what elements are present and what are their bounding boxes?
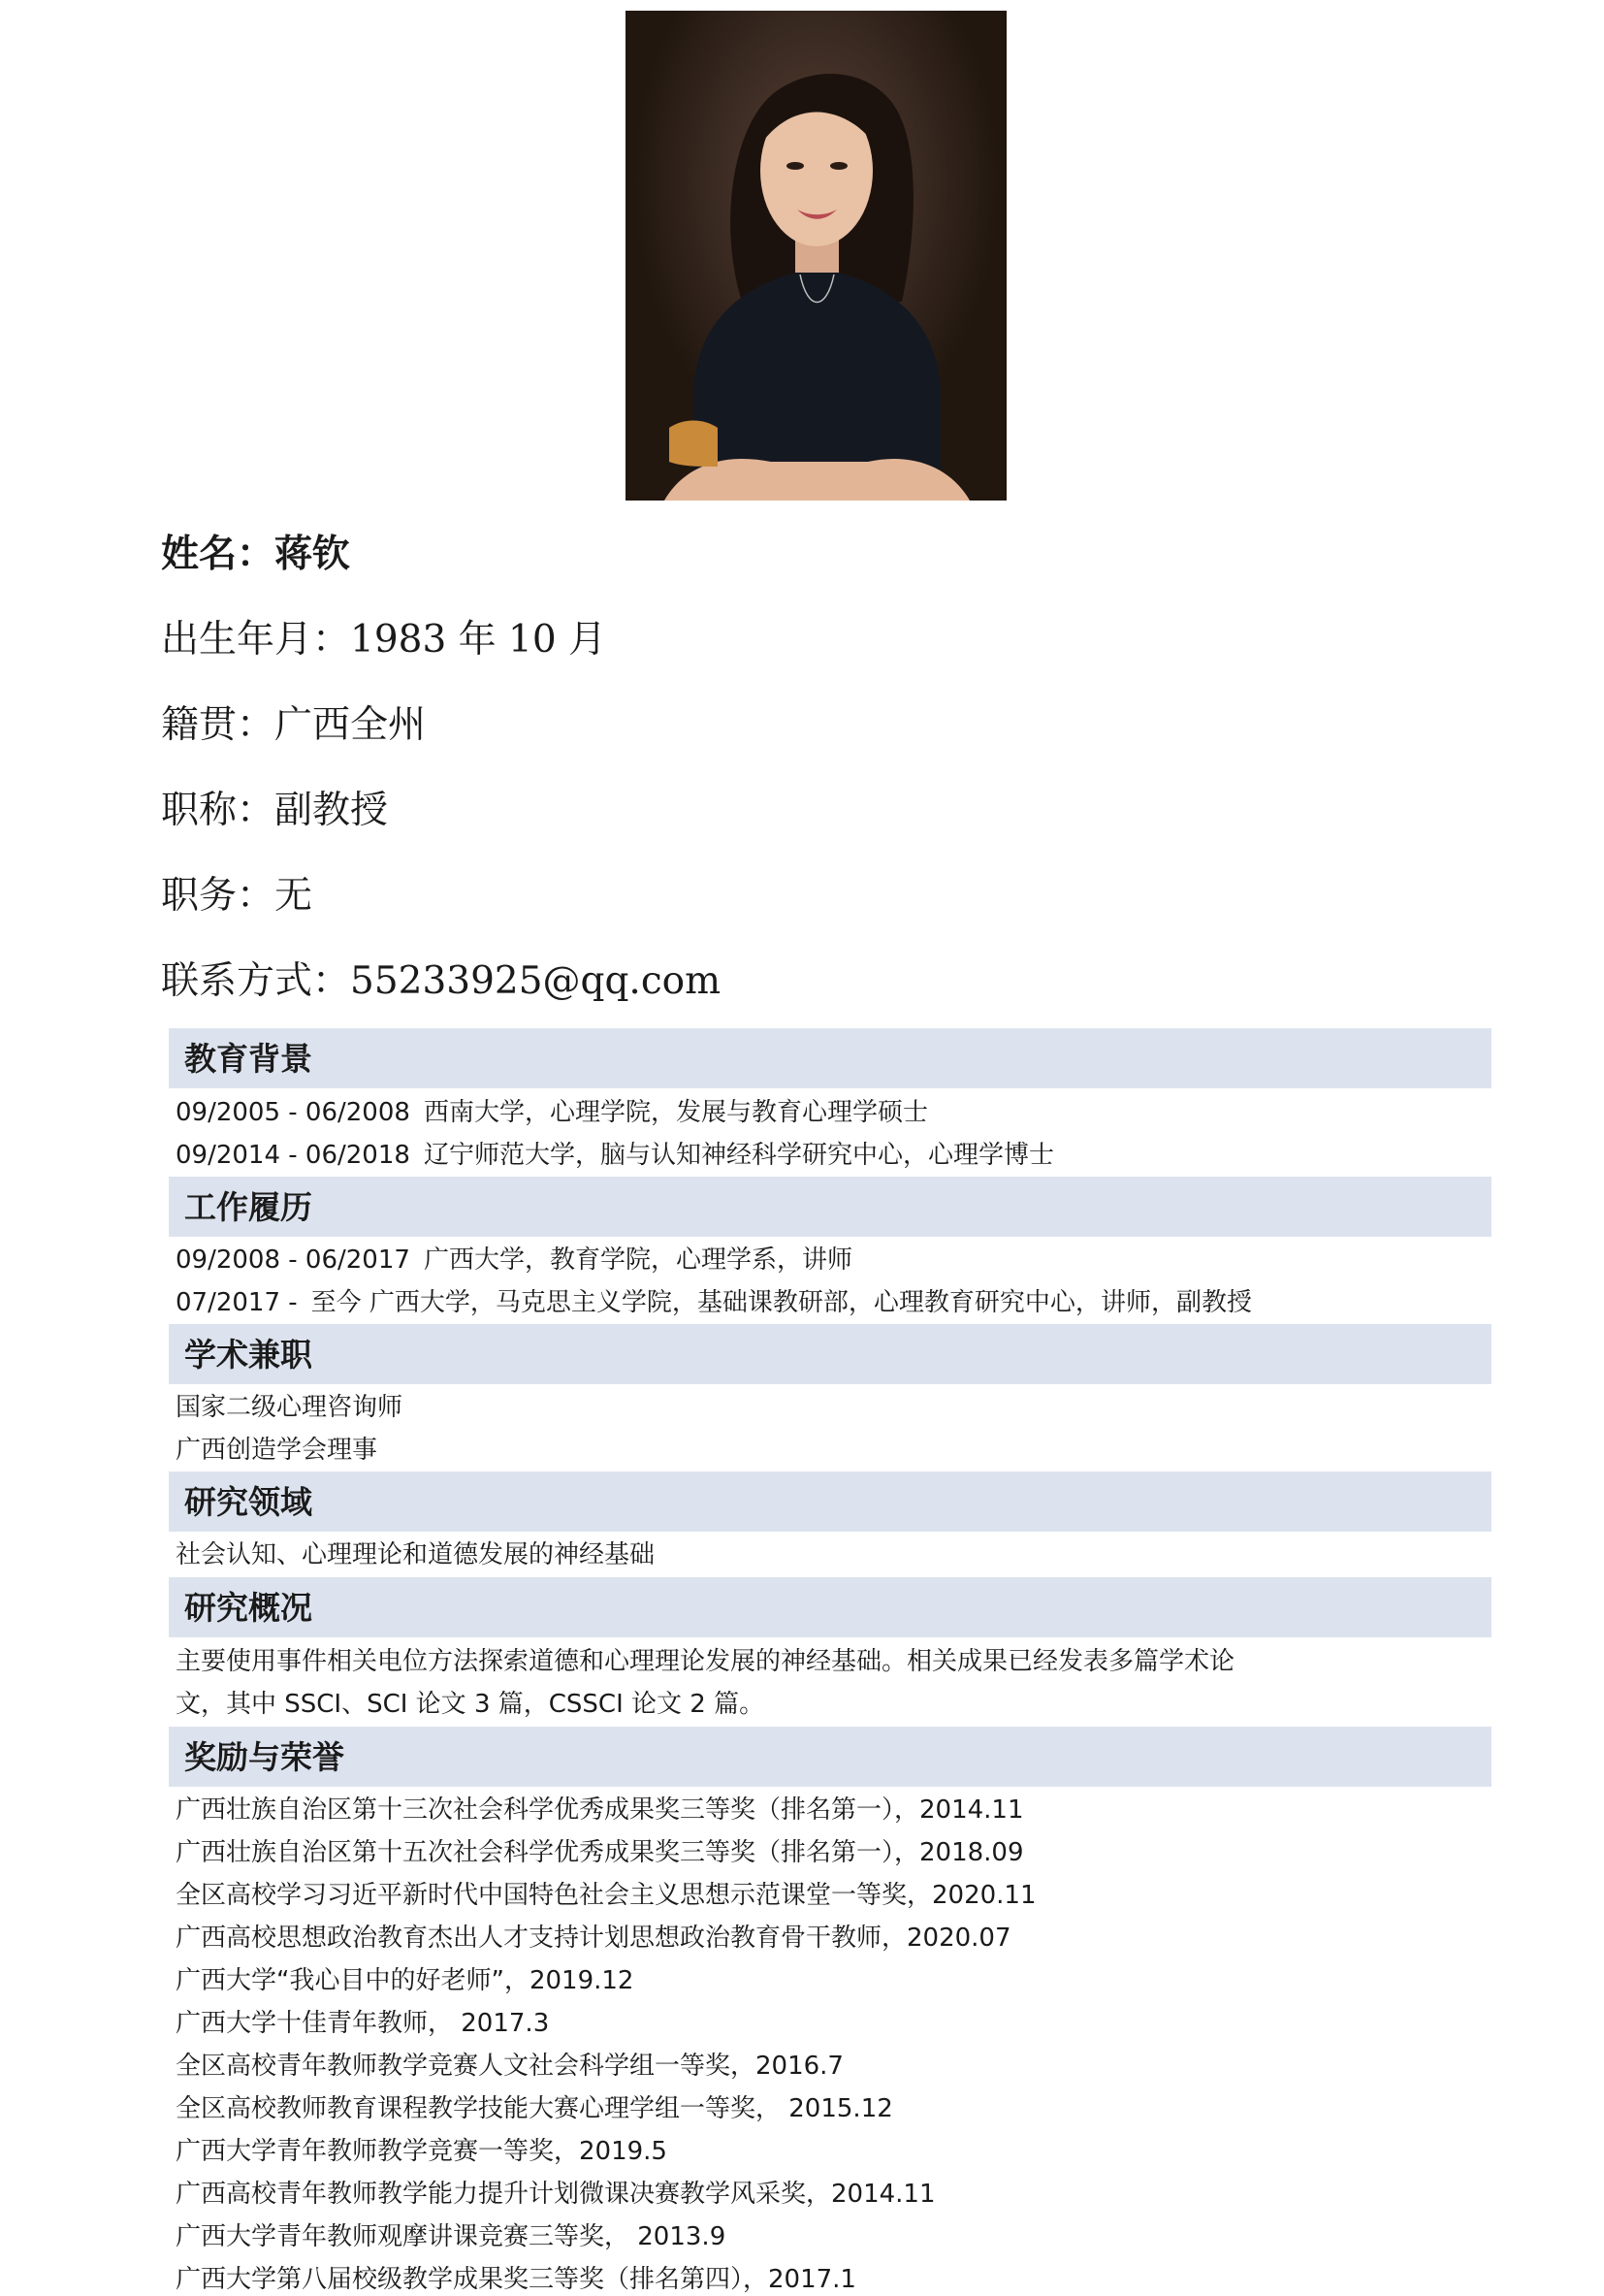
profile-photo [626, 11, 1007, 501]
section-awards [169, 1727, 1492, 1787]
title-line: 职称：副教授 [161, 789, 389, 832]
section-academic [169, 1324, 1492, 1384]
section-title: 奖励与荣誉 [184, 1738, 344, 1776]
education-date: 09/2014 - 06/2018 [176, 1141, 410, 1170]
section-research-field [169, 1471, 1492, 1532]
award-item: 广西大学青年教师教学竞赛一等奖，2019.5 [176, 2137, 667, 2166]
name-line: 姓名：蒋钦 [161, 533, 351, 576]
award-item: 广西壮族自治区第十三次社会科学优秀成果奖三等奖（排名第一），2014.11 [176, 1795, 1024, 1825]
education-item [176, 1096, 928, 1129]
section-title: 教育背景 [184, 1040, 312, 1078]
research-overview-line: 文，其中 SSCI、SCI 论文 3 篇，CSSCI 论文 2 篇。 [176, 1690, 765, 1719]
award-item: 广西大学第八届校级教学成果奖三等奖（排名第四），2017.1 [176, 2265, 856, 2294]
position-line: 职务：无 [161, 874, 313, 918]
work-date: 07/2017 - [176, 1288, 298, 1317]
section-title: 研究概况 [184, 1589, 312, 1627]
work-item [176, 1286, 1252, 1319]
work-item [176, 1244, 852, 1277]
award-item: 广西高校青年教师教学能力提升计划微课决赛教学风采奖，2014.11 [176, 2180, 936, 2209]
work-text: 至今 广西大学，马克思主义学院，基础课教研部，心理教育研究中心，讲师，副教授 [310, 1288, 1252, 1317]
birth-line: 出生年月：1983 年 10 月 [161, 618, 607, 662]
section-title: 研究领域 [184, 1483, 312, 1521]
award-item: 广西高校思想政治教育杰出人才支持计划思想政治教育骨干教师，2020.07 [176, 1924, 1011, 1953]
section-title: 工作履历 [184, 1188, 312, 1226]
education-text: 西南大学，心理学院，发展与教育心理学硕士 [423, 1098, 928, 1127]
award-item: 全区高校青年教师教学竞赛人文社会科学组一等奖，2016.7 [176, 2052, 844, 2081]
award-item: 广西大学“我心目中的好老师”，2019.12 [176, 1966, 634, 1995]
section-research-overview [169, 1577, 1492, 1637]
award-item: 广西大学十佳青年教师， 2017.3 [176, 2009, 550, 2038]
award-item: 广西壮族自治区第十五次社会科学优秀成果奖三等奖（排名第一），2018.09 [176, 1838, 1024, 1867]
award-item: 全区高校教师教育课程教学技能大赛心理学组一等奖， 2015.12 [176, 2094, 893, 2123]
education-text: 辽宁师范大学，脑与认知神经科学研究中心，心理学博士 [423, 1141, 1054, 1170]
section-education [169, 1028, 1492, 1088]
research-overview-line: 主要使用事件相关电位方法探索道德和心理理论发展的神经基础。相关成果已经发表多篇学术论 [176, 1647, 1235, 1676]
award-item: 全区高校学习习近平新时代中国特色社会主义思想示范课堂一等奖，2020.11 [176, 1881, 1037, 1910]
native-place-line: 籍贯：广西全州 [161, 703, 427, 747]
section-work [169, 1177, 1492, 1237]
education-date: 09/2005 - 06/2008 [176, 1098, 410, 1127]
academic-item: 国家二级心理咨询师 [176, 1393, 403, 1422]
award-item: 广西大学青年教师观摩讲课竞赛三等奖， 2013.9 [176, 2222, 726, 2251]
work-text: 广西大学，教育学院，心理学系，讲师 [423, 1245, 852, 1275]
academic-item: 广西创造学会理事 [176, 1436, 378, 1465]
contact-line: 联系方式：55233925@qq.com [161, 959, 722, 1003]
research-field-item: 社会认知、心理理论和道德发展的神经基础 [176, 1540, 656, 1569]
section-title: 学术兼职 [184, 1336, 312, 1374]
work-date: 09/2008 - 06/2017 [176, 1245, 410, 1275]
education-item [176, 1139, 1054, 1172]
